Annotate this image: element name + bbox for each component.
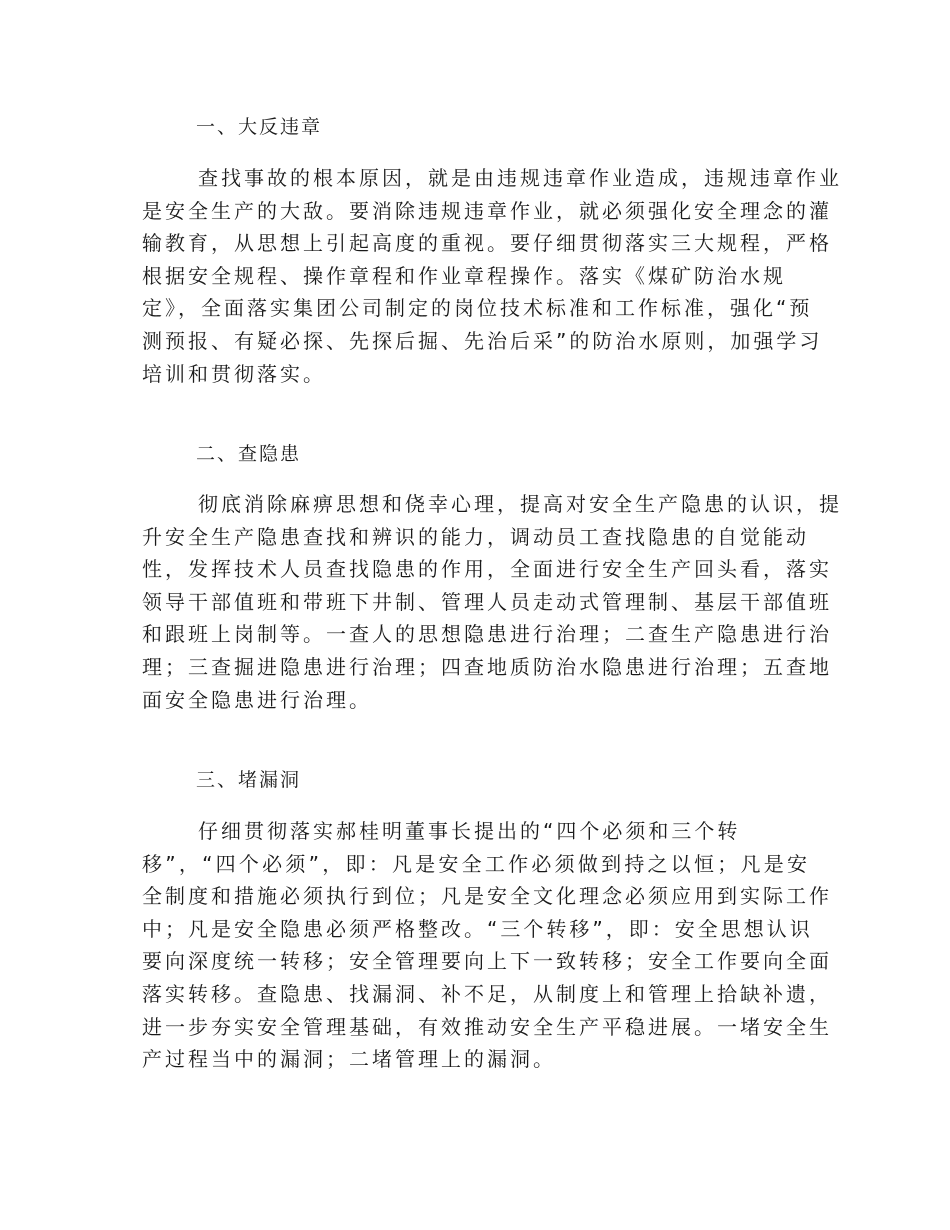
paragraph-line: 输教育，从思想上引起高度的重视。要仔细贯彻落实三大规程，严格: [142, 231, 832, 256]
paragraph-line: 培训和贯彻落实。: [142, 361, 326, 386]
paragraph-line: 产过程当中的漏洞；二堵管理上的漏洞。: [142, 1047, 556, 1072]
section-heading-3: 三、堵漏洞: [196, 769, 302, 791]
paragraph-line: 进一步夯实安全管理基础，有效推动安全生产平稳进展。一堵安全生: [142, 1014, 832, 1039]
paragraph-line: 理；三查掘进隐患进行治理；四查地质防治水隐患进行治理；五查地: [142, 654, 832, 679]
paragraph-line: 中；凡是安全隐患必须严格整改。“三个转移”，即：安全思想认识: [142, 916, 813, 941]
paragraph-line: 面安全隐患进行治理。: [142, 687, 372, 712]
section-heading-2: 二、查隐患: [196, 443, 302, 465]
paragraph-line: 落实转移。查隐患、找漏洞、补不足，从制度上和管理上拾缺补遗，: [142, 981, 832, 1006]
paragraph-line: 是安全生产的大敌。要消除违规违章作业，就必须强化安全理念的灌: [142, 198, 832, 223]
paragraph-line: 定》，全面落实集团公司制定的岗位技术标准和工作标准，强化“预: [142, 296, 813, 321]
paragraph-line: 性，发挥技术人员查找隐患的作用，全面进行安全生产回头看，落实: [142, 557, 832, 582]
paragraph-line: 领导干部值班和带班下井制、管理人员走动式管理制、基层干部值班: [142, 589, 832, 614]
paragraph-line: 要向深度统一转移；安全管理要向上下一致转移；安全工作要向全面: [142, 949, 832, 974]
paragraph-line: 移”，“四个必须”，即：凡是安全工作必须做到持之以恒；凡是安: [142, 851, 810, 876]
section-paragraph-3: [142, 815, 832, 1076]
paragraph-line: 升安全生产隐患查找和辨识的能力，调动员工查找隐患的自觉能动: [142, 524, 809, 549]
paragraph-line: 测预报、有疑必探、先探后掘、先治后采”的防治水原则，加强学习: [142, 328, 823, 353]
paragraph-line: 全制度和措施必须执行到位；凡是安全文化理念必须应用到实际工作: [142, 884, 832, 909]
paragraph-line: 和跟班上岗制等。一查人的思想隐患进行治理；二查生产隐患进行治: [142, 622, 832, 647]
paragraph-line: 彻底消除麻痹思想和侥幸心理，提高对安全生产隐患的认识，提: [198, 492, 842, 516]
paragraph-line: 查找事故的根本原因，就是由违规违章作业造成，违规违章作业: [198, 166, 842, 190]
paragraph-line: 根据安全规程、操作章程和作业章程操作。落实《煤矿防治水规: [142, 263, 786, 288]
section-paragraph-1: [142, 162, 842, 390]
section-heading-1: 一、大反违章: [196, 116, 323, 138]
paragraph-line: 仔细贯彻落实郝桂明董事长提出的“四个必须和三个转: [198, 819, 741, 843]
section-paragraph-2: [142, 488, 842, 716]
